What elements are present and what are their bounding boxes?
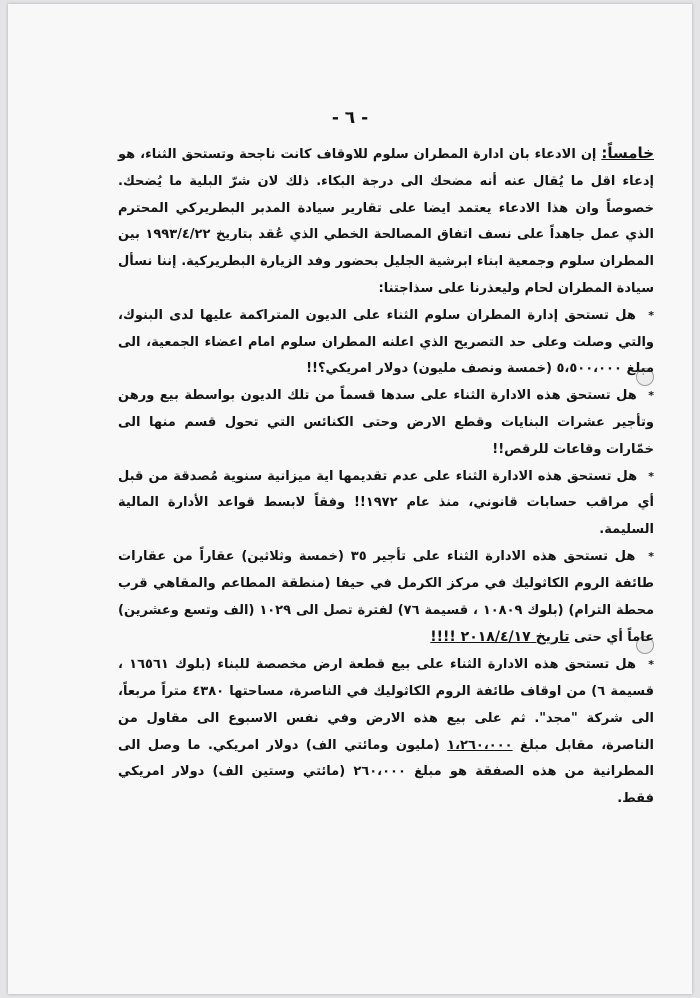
intro-paragraph xyxy=(118,140,654,303)
document-body xyxy=(118,140,654,813)
underlined-date: تاريخ ٢٠١٨/٤/١٧ !!!! xyxy=(430,629,570,646)
bullet-text: هل تستحق هذه الادارة الثناء على سدها قسماً من تلك الديون بواسطة بيع ورهن وتأجير عشرات البنايات وقطع الارض وحتى الكنائس التي تحول قسم منها الى خمّارات وقاعات للرقص!! xyxy=(118,388,654,457)
bullet-icon: * xyxy=(648,308,655,322)
bullet-paragraph-4 xyxy=(118,544,654,652)
bullet-text-cont: (مليون ومائتي الف) دولار امريكي. ما وصل الى المطرانية من هذه الصفقة هو مبلغ ٢٦٠،٠٠٠ (مائتي وستين الف) دولار امريكي فقط. xyxy=(118,737,654,807)
bullet-paragraph-2 xyxy=(118,383,654,463)
bullet-paragraph-5 xyxy=(118,652,654,813)
bullet-paragraph-1 xyxy=(118,303,654,383)
bullet-icon: * xyxy=(648,658,654,672)
bullet-text: هل تستحق هذه الادارة الثناء على بيع قطعة ارض مخصصة للبناء (بلوك ١٦٥٦١ ، قسيمة ٦) من اوقاف طائفة الروم الكاثوليك في الناصرة، مساحتها ٤٣٨٠ متراً مربعاً، الى شركة "مجد". ثم على بيع هذه الارض وفي نفس الاسبوع الى مقاول من الناصرة، مقابل مبلغ xyxy=(118,657,654,753)
underlined-amount: ١،٢٦٠،٠٠٠ xyxy=(447,737,513,753)
page-number: - ٦ - xyxy=(331,108,369,128)
section-label: خامساً: xyxy=(601,144,654,162)
bullet-text: هل تستحق هذه الادارة الثناء على عدم تقديمها اية ميزانية سنوية مُصدقة من قبل أي مراقب حسابات قانوني، منذ عام ١٩٧٢!! وفقاً لابسط قواعد الأدارة المالية السليمة. xyxy=(118,468,654,538)
bullet-paragraph-3 xyxy=(118,464,654,544)
bullet-icon: * xyxy=(648,549,654,563)
intro-text: إن الادعاء بان ادارة المطران سلوم للاوقاف كانت ناجحة وتستحق الثناء، هو إدعاء اقل ما يُقال عنه أنه مضحك الى درجة البكاء. ذلك لان شرّ البلية ما يُضحك. خصوصاً وان هذا الادعاء يعتمد ايضا على تقارير سيادة المدبر البطريركي المحترم الذي عمل جاهداً على نسف اتفاق المصالحة الخطي الذي عُقد بتاريخ ١٩٩٣/٤/٢٢ بين المطران سلوم وجمعية ابناء ابرشية الجليل بحضور وفد الزيارة البطريركية. إننا نسأل سيادة المطران لحام وليعذرنا على سذاجتنا: xyxy=(118,147,654,296)
bullet-icon: * xyxy=(648,469,654,483)
bullet-text: هل تستحق إدارة المطران سلوم الثناء على الديون المتراكمة عليها لدى البنوك، والتي وصلت وعلى حد التصريح الذي اعلنه المطران سلوم امام اعضاء الجمعية، الى مبلغ ٥،٥٠٠،٠٠٠ (خمسة ونصف مليون) دولار امريكي؟!! xyxy=(118,307,654,377)
bullet-text: هل تستحق هذه الادارة الثناء على تأجير ٣٥ (خمسة وثلاثين) عقاراً من عقارات طائفة الروم الكاثوليك في مركز الكرمل في حيفا (منطقة المطاعم والمقاهي قرب محطة الترام) (بلوك ١٠٨٠٩ ، قسيمة ٧٦) لفترة تصل الى ١٠٢٩ (الف وتسع وعشرين) عاماً أي حتى xyxy=(118,548,654,646)
bullet-icon: * xyxy=(648,389,654,403)
